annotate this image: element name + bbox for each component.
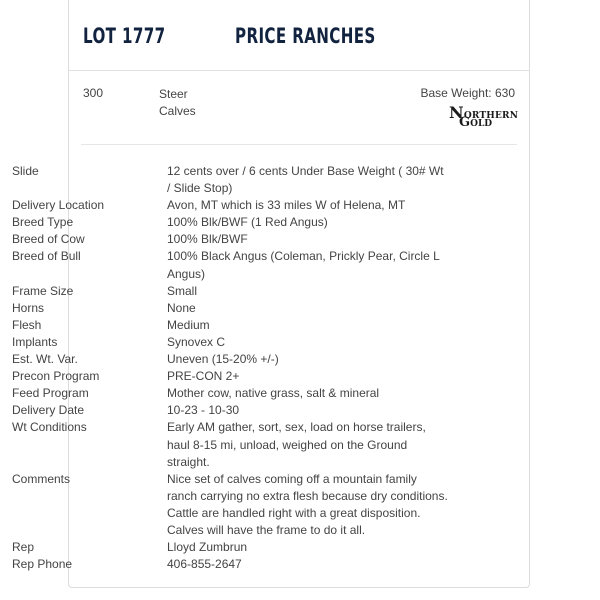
detail-row-delivery-location — [12, 197, 452, 214]
detail-value: PRE-CON 2+ — [167, 369, 240, 384]
detail-label: Delivery Date — [12, 403, 85, 418]
detail-row-precon-program — [12, 368, 452, 385]
detail-label: Implants — [12, 334, 58, 349]
detail-label: Feed Program — [12, 386, 89, 401]
detail-row-wt-conditions — [12, 419, 452, 470]
detail-label: Horns — [12, 300, 45, 315]
detail-label: Breed of Cow — [12, 232, 85, 247]
detail-row-flesh — [12, 317, 452, 334]
detail-value: Early AM gather, sort, sex, load on horse trailers, haul 8-15 mi, unload, weighed on the Ground straight. — [167, 420, 426, 469]
detail-row-rep-phone — [12, 556, 452, 573]
detail-label: Comments — [12, 471, 71, 486]
detail-label: Breed Type — [12, 215, 74, 230]
detail-value: 10-23 - 10-30 — [167, 403, 240, 418]
detail-row-feed-program — [12, 385, 452, 402]
lot-number: LOT 1777 — [83, 24, 166, 48]
detail-row-breed-type — [12, 214, 452, 231]
lot-header — [69, 0, 529, 71]
detail-row-implants — [12, 334, 452, 351]
detail-row-slide — [12, 163, 452, 197]
description-line-2: Calves — [159, 104, 196, 118]
lot-summary — [81, 71, 517, 145]
detail-value: Small — [167, 283, 198, 298]
detail-row-comments — [12, 471, 452, 539]
detail-value: 100% Black Angus (Coleman, Prickly Pear, Circle L Angus) — [167, 249, 440, 281]
detail-row-frame-size — [12, 283, 452, 300]
detail-label: Rep Phone — [12, 557, 73, 572]
detail-label: Wt Conditions — [12, 420, 87, 435]
detail-value: 12 cents over / 6 cents Under Base Weight ( 30# Wt / Slide Stop) — [167, 164, 444, 196]
detail-row-horns — [12, 300, 452, 317]
detail-label: Rep — [12, 540, 35, 555]
detail-row-breed-of-bull — [12, 248, 452, 282]
detail-row-rep — [12, 539, 452, 556]
detail-value: Synovex C — [167, 334, 226, 349]
detail-value: Lloyd Zumbrun — [167, 540, 248, 555]
detail-value: 406-855-2647 — [167, 557, 242, 572]
detail-label: Delivery Location — [12, 198, 105, 213]
detail-label: Flesh — [12, 317, 42, 332]
detail-value: Mother cow, native grass, salt & mineral — [167, 386, 380, 401]
detail-value: 100% Blk/BWF — [167, 232, 248, 247]
detail-label: Slide — [12, 164, 39, 178]
detail-value: Nice set of calves coming off a mountain family ranch carrying no extra flesh because dry conditions. Cattle are handled right with a great disposition. Calves will have the frame to do it all. — [167, 471, 448, 537]
detail-label: Est. Wt. Var. — [12, 352, 78, 367]
detail-value: Medium — [167, 317, 210, 332]
detail-row-breed-of-cow — [12, 231, 452, 248]
detail-value: None — [167, 300, 196, 315]
detail-row-est-wt-var — [12, 351, 452, 368]
detail-label: Precon Program — [12, 369, 100, 384]
cattle-description — [159, 86, 196, 120]
seller-name: PRICE RANCHES — [235, 24, 376, 48]
detail-label: Breed of Bull — [12, 249, 81, 264]
base-weight: Base Weight: 630 — [420, 86, 515, 100]
northern-gold-logo: NORTHERN GOLD — [449, 103, 519, 130]
description-line-1: Steer — [159, 87, 188, 101]
detail-value: 100% Blk/BWF (1 Red Angus) — [167, 215, 328, 230]
detail-row-delivery-date — [12, 402, 452, 419]
head-count: 300 — [83, 86, 104, 100]
lot-details — [12, 163, 452, 573]
detail-value: Uneven (15-20% +/-) — [167, 352, 279, 367]
detail-value: Avon, MT which is 33 miles W of Helena, MT — [167, 198, 406, 213]
detail-label: Frame Size — [12, 283, 74, 298]
